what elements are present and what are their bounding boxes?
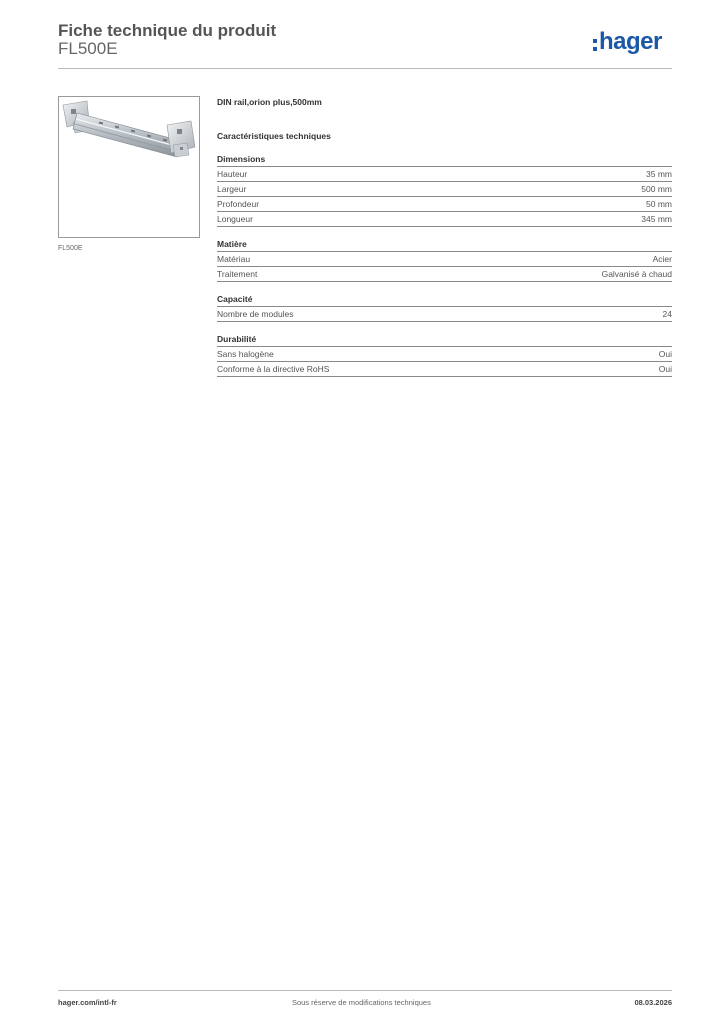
header-divider <box>58 68 672 69</box>
spec-row <box>217 197 672 212</box>
spec-row <box>217 267 672 282</box>
spec-value: 24 <box>662 309 672 319</box>
page-title: Fiche technique du produit <box>58 21 277 40</box>
footer-date: 08.03.2026 <box>634 998 672 1007</box>
spec-row <box>217 182 672 197</box>
product-image-frame <box>58 96 200 238</box>
spec-label: Traitement <box>217 269 258 279</box>
spec-content <box>217 96 672 377</box>
footer-divider <box>58 990 672 991</box>
spec-label: Largeur <box>217 184 247 194</box>
spec-value: Oui <box>658 364 672 374</box>
group-title: Matière <box>217 239 672 252</box>
spec-label: Hauteur <box>217 169 248 179</box>
spec-label: Nombre de modules <box>217 309 294 319</box>
group-title: Dimensions <box>217 154 672 167</box>
spec-row <box>217 307 672 322</box>
spec-group-capacity <box>217 294 672 322</box>
logo-text: hager <box>599 28 662 55</box>
image-caption: FL500E <box>58 245 83 252</box>
product-name: DIN rail,orion plus,500mm <box>217 97 322 107</box>
spec-label: Conforme à la directive RoHS <box>217 364 330 374</box>
logo-colon-icon <box>593 39 597 51</box>
group-title: Capacité <box>217 294 672 307</box>
spec-value: Galvanisé à chaud <box>601 269 672 279</box>
spec-value: Oui <box>658 349 672 359</box>
spec-label: Longueur <box>217 214 253 224</box>
footer-disclaimer: Sous réserve de modifications techniques <box>292 998 431 1007</box>
spec-row <box>217 362 672 377</box>
product-reference: FL500E <box>58 39 118 58</box>
spec-row <box>217 347 672 362</box>
footer <box>58 998 672 1010</box>
spec-label: Matériau <box>217 254 251 264</box>
spec-value: 50 mm <box>646 199 672 209</box>
spec-value: 345 mm <box>641 214 672 224</box>
hager-logo[interactable] <box>593 27 662 57</box>
spec-row <box>217 252 672 267</box>
footer-website-link[interactable]: hager.com/intl-fr <box>58 998 117 1007</box>
spec-group-dimensions <box>217 154 672 227</box>
spec-value: 500 mm <box>641 184 672 194</box>
spec-label: Profondeur <box>217 199 260 209</box>
din-rail-product-icon <box>59 97 199 237</box>
spec-value: Acier <box>652 254 672 264</box>
spec-label: Sans halogène <box>217 349 274 359</box>
spec-value: 35 mm <box>646 169 672 179</box>
spec-row <box>217 167 672 182</box>
group-title: Durabilité <box>217 334 672 347</box>
spec-row <box>217 212 672 227</box>
specs-heading: Caractéristiques techniques <box>217 131 331 141</box>
spec-group-material <box>217 239 672 282</box>
spec-group-durability <box>217 334 672 377</box>
